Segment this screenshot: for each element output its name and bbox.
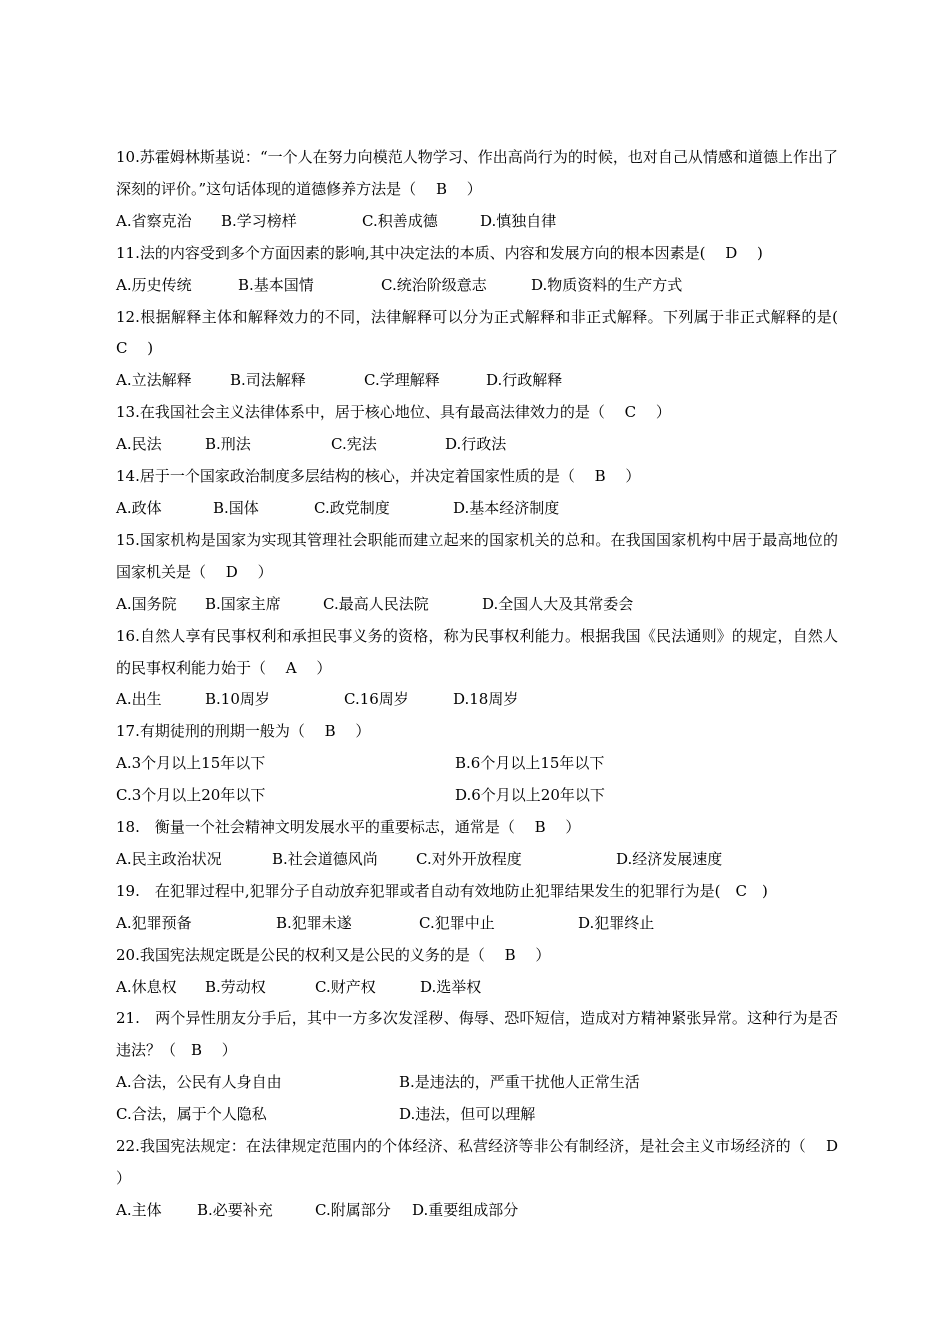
option-a: A.犯罪预备 [116, 913, 192, 932]
question-stem: 18. 衡量一个社会精神文明发展水平的重要标志，通常是（ B ） [116, 818, 581, 837]
option-c: C.政党制度 [314, 498, 390, 517]
option-d: D.行政法 [445, 435, 507, 454]
option-d: D.行政解释 [486, 371, 563, 390]
option-d: D.全国人大及其常委会 [482, 594, 634, 613]
options-row [116, 206, 838, 238]
question-19 [116, 876, 838, 940]
option-b: B.必要补充 [197, 1200, 273, 1219]
question-stem: 21. 两个异性朋友分手后，其中一方多次发淫秽、侮辱、恐吓短信，造成对方精神紧张异常。这种行为是否违法？（ B ） [116, 1009, 838, 1060]
exam-page [116, 142, 858, 1227]
option-a: A.出生 [116, 690, 162, 709]
option-c: C.财产权 [315, 977, 376, 996]
option-b: B.犯罪未遂 [276, 913, 352, 932]
question-stem: 10.苏霍姆林斯基说：“一个人在努力向模范人物学习、作出高尚行为的时候，也对自己从情感和道德上作出了深刻的评价。”这句话体现的道德修养方法是（ B ） [116, 148, 838, 198]
option-a: A.历史传统 [116, 275, 192, 294]
options-row [116, 589, 838, 621]
option-a: A.国务院 [116, 594, 177, 613]
option-a: A.民主政治状况 [116, 849, 222, 868]
question-stem: 17.有期徒刑的刑期一般为（ B ） [116, 722, 371, 741]
option-a: A.省察克治 [116, 211, 192, 230]
option-d: D.经济发展速度 [616, 849, 723, 868]
option-a: A.民法 [116, 435, 162, 454]
option-a: A.政体 [116, 498, 162, 517]
question-18 [116, 812, 838, 876]
options-row [116, 493, 838, 525]
options-grid [116, 1067, 838, 1131]
option-a: A.合法，公民有人身自由 [116, 1073, 282, 1092]
question-17 [116, 716, 838, 812]
question-stem: 14.居于一个国家政治制度多层结构的核心，并决定着国家性质的是（ B ） [116, 467, 641, 486]
option-d: D.违法，但可以理解 [399, 1105, 536, 1124]
option-d: D.基本经济制度 [453, 498, 560, 517]
options-row [116, 684, 838, 716]
question-stem: 13.在我国社会主义法律体系中，居于核心地位、具有最高法律效力的是（ C ） [116, 403, 671, 422]
option-d: D.选举权 [420, 977, 482, 996]
options-row [116, 844, 838, 876]
option-a: A.立法解释 [116, 371, 192, 390]
option-c: C.合法，属于个人隐私 [116, 1105, 267, 1124]
question-14 [116, 461, 838, 525]
question-stem: 15.国家机构是国家为实现其管理社会职能而建立起来的国家机关的总和。在我国国家机构中居于最高地位的国家机关是（ D ） [116, 530, 838, 581]
option-b: B.国家主席 [205, 594, 281, 613]
option-b: B.社会道德风尚 [272, 849, 378, 868]
question-13 [116, 397, 838, 461]
question-12 [116, 302, 858, 398]
option-c: C.对外开放程度 [416, 849, 522, 868]
option-d: D.6个月以上20年以下 [455, 786, 605, 805]
question-22 [116, 1131, 858, 1227]
options-grid [116, 748, 838, 812]
option-d: D.物质资料的生产方式 [531, 275, 683, 294]
question-stem: 11.法的内容受到多个方面因素的影响,其中决定法的本质、内容和发展方向的根本因素是( D ) [116, 243, 763, 262]
options-row [116, 1195, 838, 1227]
options-row [116, 365, 838, 397]
question-stem: 16.自然人享有民事权利和承担民事义务的资格，称为民事权利能力。根据我国《民法通则》的规定，自然人的民事权利能力始于（ A ） [116, 626, 838, 677]
question-16 [116, 621, 838, 717]
option-b: B.刑法 [205, 435, 251, 454]
options-row [116, 270, 838, 302]
question-10 [116, 142, 838, 238]
question-20 [116, 940, 838, 1004]
question-stem: 19. 在犯罪过程中,犯罪分子自动放弃犯罪或者自动有效地防止犯罪结果发生的犯罪行为是( C ) [116, 881, 768, 900]
option-a: A.主体 [116, 1200, 162, 1219]
option-b: B.是违法的，严重干扰他人正常生活 [399, 1073, 640, 1092]
option-c: C.宪法 [331, 435, 377, 454]
option-b: B.劳动权 [205, 977, 266, 996]
options-row [116, 972, 838, 1004]
question-11 [116, 238, 838, 302]
option-d: D.18周岁 [453, 690, 519, 709]
option-b: B.基本国情 [238, 275, 314, 294]
option-c: C.最高人民法院 [323, 594, 429, 613]
option-d: D.犯罪终止 [578, 913, 655, 932]
option-a: A.3个月以上15年以下 [116, 754, 266, 773]
option-c: C.积善成德 [362, 211, 438, 230]
option-b: B.学习榜样 [221, 211, 297, 230]
option-d: D.慎独自律 [480, 211, 557, 230]
question-stem: 22.我国宪法规定：在法律规定范围内的个体经济、私营经济等非公有制经济，是社会主义市场经济的（ D ） [116, 1137, 858, 1187]
option-c: C.犯罪中止 [419, 913, 495, 932]
option-c: C.16周岁 [344, 690, 409, 709]
question-stem: 12.根据解释主体和解释效力的不同，法律解释可以分为正式解释和非正式解释。下列属于非正式解释的是( C ) [116, 307, 858, 358]
option-c: C.统治阶级意志 [381, 275, 487, 294]
option-c: C.附属部分 [315, 1200, 391, 1219]
question-stem: 20.我国宪法规定既是公民的权利又是公民的义务的是（ B ） [116, 945, 551, 964]
option-c: C.学理解释 [364, 371, 440, 390]
option-b: B.10周岁 [205, 690, 270, 709]
question-15 [116, 525, 838, 621]
option-d: D.重要组成部分 [412, 1200, 519, 1219]
option-c: C.3个月以上20年以下 [116, 786, 266, 805]
question-21 [116, 1003, 838, 1131]
option-b: B.国体 [213, 498, 259, 517]
option-b: B.6个月以上15年以下 [455, 754, 605, 773]
options-row [116, 429, 838, 461]
options-row [116, 908, 838, 940]
option-a: A.休息权 [116, 977, 177, 996]
option-b: B.司法解释 [230, 371, 306, 390]
